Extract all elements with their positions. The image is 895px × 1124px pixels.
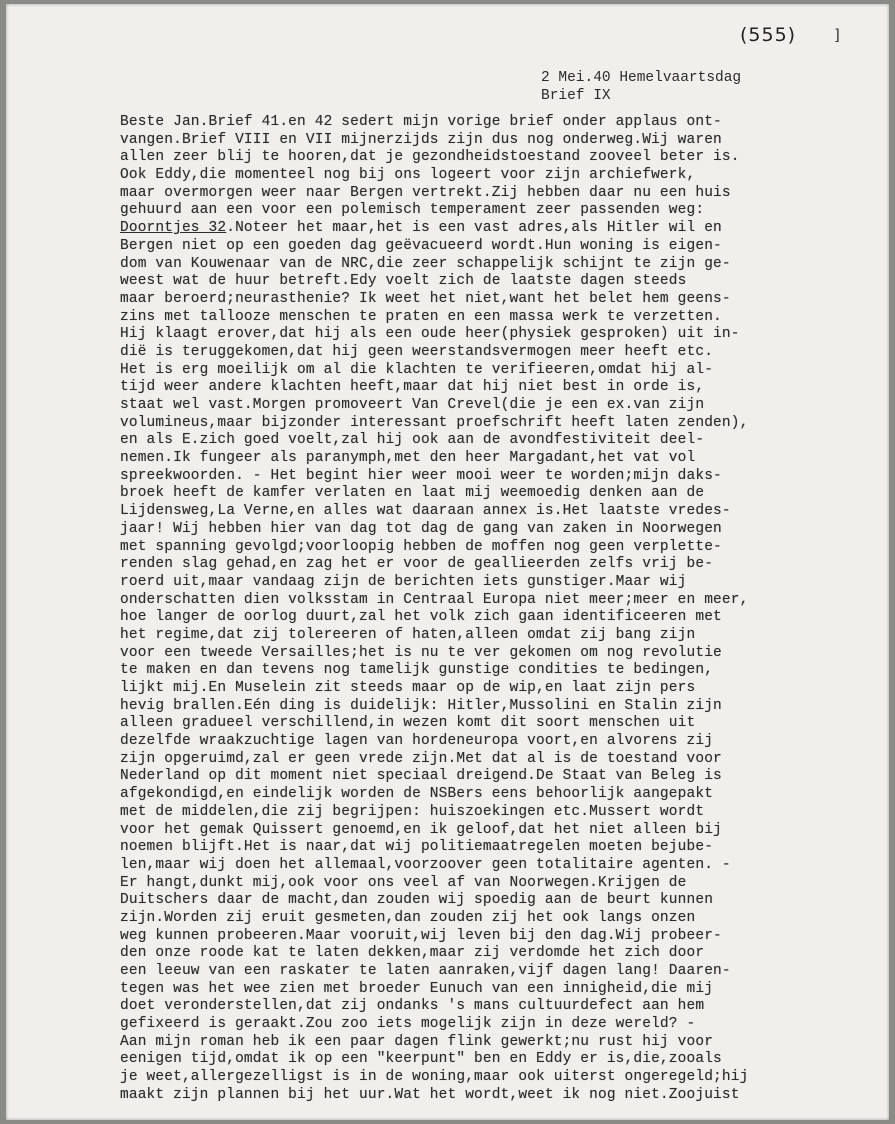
letter-line: staat wel vast.Morgen promoveert Van Crevel(die je een ex.van zijn [120,397,705,413]
letter-line: voor een tweede Versailles;het is nu te ver gekomen om nog revolutie [120,644,722,661]
letter-line: zijn.Worden zij eruit gesmeten,dan zouden zij het ook langs onzen [120,909,696,926]
letter-line: Aan mijn roman heb ik een paar dagen flink gewerkt;nu rust hij voor [120,1033,714,1050]
letter-line: jaar! Wij hebben hier van dag tot dag de gang van zaken in Noorwegen [120,520,722,537]
letter-line: alleen gradueel verschillend,in wezen komt dit soort menschen uit [120,715,696,732]
letter-line: voor het gemak Quissert genoemd,en ik geloof,dat het niet alleen bij [120,821,722,838]
letter-line: met de middelen,die zij begrijpen: huiszoekingen etc.Mussert wordt [120,803,705,820]
letter-line: zijn opgeruimd,zal er geen vrede zijn.Met dat al is de toestand voor [120,750,722,767]
letter-line: hevig brallen.Eén ding is duidelijk: Hitler,Mussolini en Stalin zijn [120,697,722,714]
letter-line: den onze roode kat te laten dekken,maar zij verdomde het zich door [120,945,705,962]
letter-line: tijd weer andere klachten heeft,maar dat hij niet best in orde is, [120,379,705,396]
letter-line: je weet,allergezelligst is in de woning,maar ook uiterst ongeregeld;hij [120,1069,749,1086]
letter-line: volumineus,maar bijzonder interessant proefschrift heeft laten zenden), [120,414,749,431]
letter-number: Brief IX [541,88,611,104]
letter-line: onderschatten dien volksstam in Centraal Europa niet meer;meer en meer, [120,591,749,608]
letter-line: lijkt mij.En Muselein zit steeds maar op de wip,en laat zijn pers [120,680,696,696]
letter-line: vangen.Brief VIII en VII mijnerzijds zijn dus nog onderweg.Wij waren [120,131,722,148]
letter-line: eenigen tijd,omdat ik op een "keerpunt" ben en Eddy er is,die,zooals [120,1051,722,1068]
letter-line: Nederland op dit moment niet speciaal dreigend.De Staat van Beleg is [120,768,722,785]
letter-line: Ook Eddy,die momenteel nog bij ons logeert voor zijn archiefwerk, [120,167,696,184]
letter-line: Duitschers daar de macht,dan zouden wij spoedig aan de beurt kunnen [120,892,714,909]
letter-line: weest wat de huur betreft.Edy voelt zich de laatste dagen steeds [120,273,687,290]
letter-line: zins met tallooze menschen te praten en een massa werk te verzetten. [120,308,722,325]
letter-line: het regime,dat zij tolereeren of haten,alleen omdat zij bang zijn [120,626,696,643]
letter-line: en als E.zich goed voelt,zal hij ook aan de avondfestiviteit deel- [120,432,705,449]
letter-line: Bergen niet op een goeden dag geëvacueerd wordt.Hun woning is eigen- [120,237,722,254]
letter-line: Er hangt,dunkt mij,ook voor ons veel af van Noorwegen.Krijgen de [120,874,687,891]
letter-line: nemen.Ik fungeer als paranymph,met den heer Margadant,het vat vol [120,450,696,467]
letter-line: doet veronderstellen,dat zij ondanks 's mans cultuurdefect aan hem [120,998,705,1015]
letter-page [6,4,889,1120]
letter-date: 2 Mei.40 Hemelvaartsdag [541,70,742,86]
letter-line: dezelfde wraakzuchtige lagen van hordeneuropa voort,en alvorens zij [120,733,714,750]
letter-line: Het is erg moeilijk om al die klachten te verifieeren,omdat hij al- [120,361,714,378]
letter-line: noemen blijft.Het is naar,dat wij politiemaatregelen moeten bejube- [120,839,714,856]
letter-line: tegen was het wee zien met broeder Eunuch van een innigheid,die mij [120,980,714,997]
letter-body [120,114,845,1105]
letter-line: te maken en dan tevens nog tamelijk gunstige condities te bedingen, [120,662,714,679]
letter-line: hoe langer de oorlog duurt,zal het volk zich gaan identificeeren met [120,609,722,626]
letter-line: Hij klaagt erover,dat hij als een oude heer(physiek gesproken) uit in- [120,326,740,343]
letter-line: een leeuw van een raskater te laten aanraken,vijf dagen lang! Daaren- [120,963,731,979]
address-underlined: Doorntjes 32 [120,220,227,237]
letter-line: len,maar wij doen het allemaal,voorzoover geen totalitaire agenten. - [120,856,731,873]
letter-line: gefixeerd is geraakt.Zou zoo iets mogelijk zijn in deze wereld? - [120,1016,696,1033]
archive-mark: ] [834,26,840,44]
letter-line: met spanning gevolgd;voorloopig hebben de moffen nog geen verplette- [120,538,722,555]
letter-line: gehuurd aan een voor een polemisch temperament zeer passenden weg: [120,202,705,219]
letter-line: renden slag gehad,en zag het er voor de geallieerden zelfs vrij be- [120,556,714,573]
archive-number: (555) [740,24,797,46]
letter-line: dom van Kouwenaar van de NRC,die zeer schappelijk schijnt te zijn ge- [120,255,731,272]
letter-line: Beste Jan.Brief 41.en 42 sedert mijn vorige brief onder applaus ont- [120,114,722,130]
letter-line: Lijdensweg,La Verne,en alles wat daaraan annex is.Het laatste vredes- [120,503,731,520]
letter-line: broek heeft de kamfer verlaten en laat mij weemoedig denken aan de [120,485,705,502]
letter-line: maar overmorgen weer naar Bergen vertrekt.Zij hebben daar nu een huis [120,184,731,201]
letter-line: Doorntjes 32.Noteer het maar,het is een vast adres,als Hitler wil en [120,220,722,237]
letter-line: afgekondigd,en eindelijk worden de NSBers eens behoorlijk aangepakt [120,786,714,803]
letter-line: maakt zijn plannen bij het uur.Wat het wordt,weet ik nog niet.Zoojuist [120,1086,740,1103]
letter-line: allen zeer blij te hooren,dat je gezondheidstoestand zooveel beter is. [120,149,740,166]
letter-line: roerd uit,maar vandaag zijn de berichten iets gunstiger.Maar wij [120,573,687,590]
letter-line: maar beroerd;neurasthenie? Ik weet het niet,want het belet hem geens- [120,290,731,307]
letter-line: spreekwoorden. - Het begint hier weer mooi weer te worden;mijn daks- [120,467,722,484]
letter-line: dië is teruggekomen,dat hij geen weerstandsvermogen meer heeft etc. [120,343,714,360]
letter-line: weg kunnen probeeren.Maar vooruit,wij leven bij den dag.Wij probeer- [120,927,722,944]
